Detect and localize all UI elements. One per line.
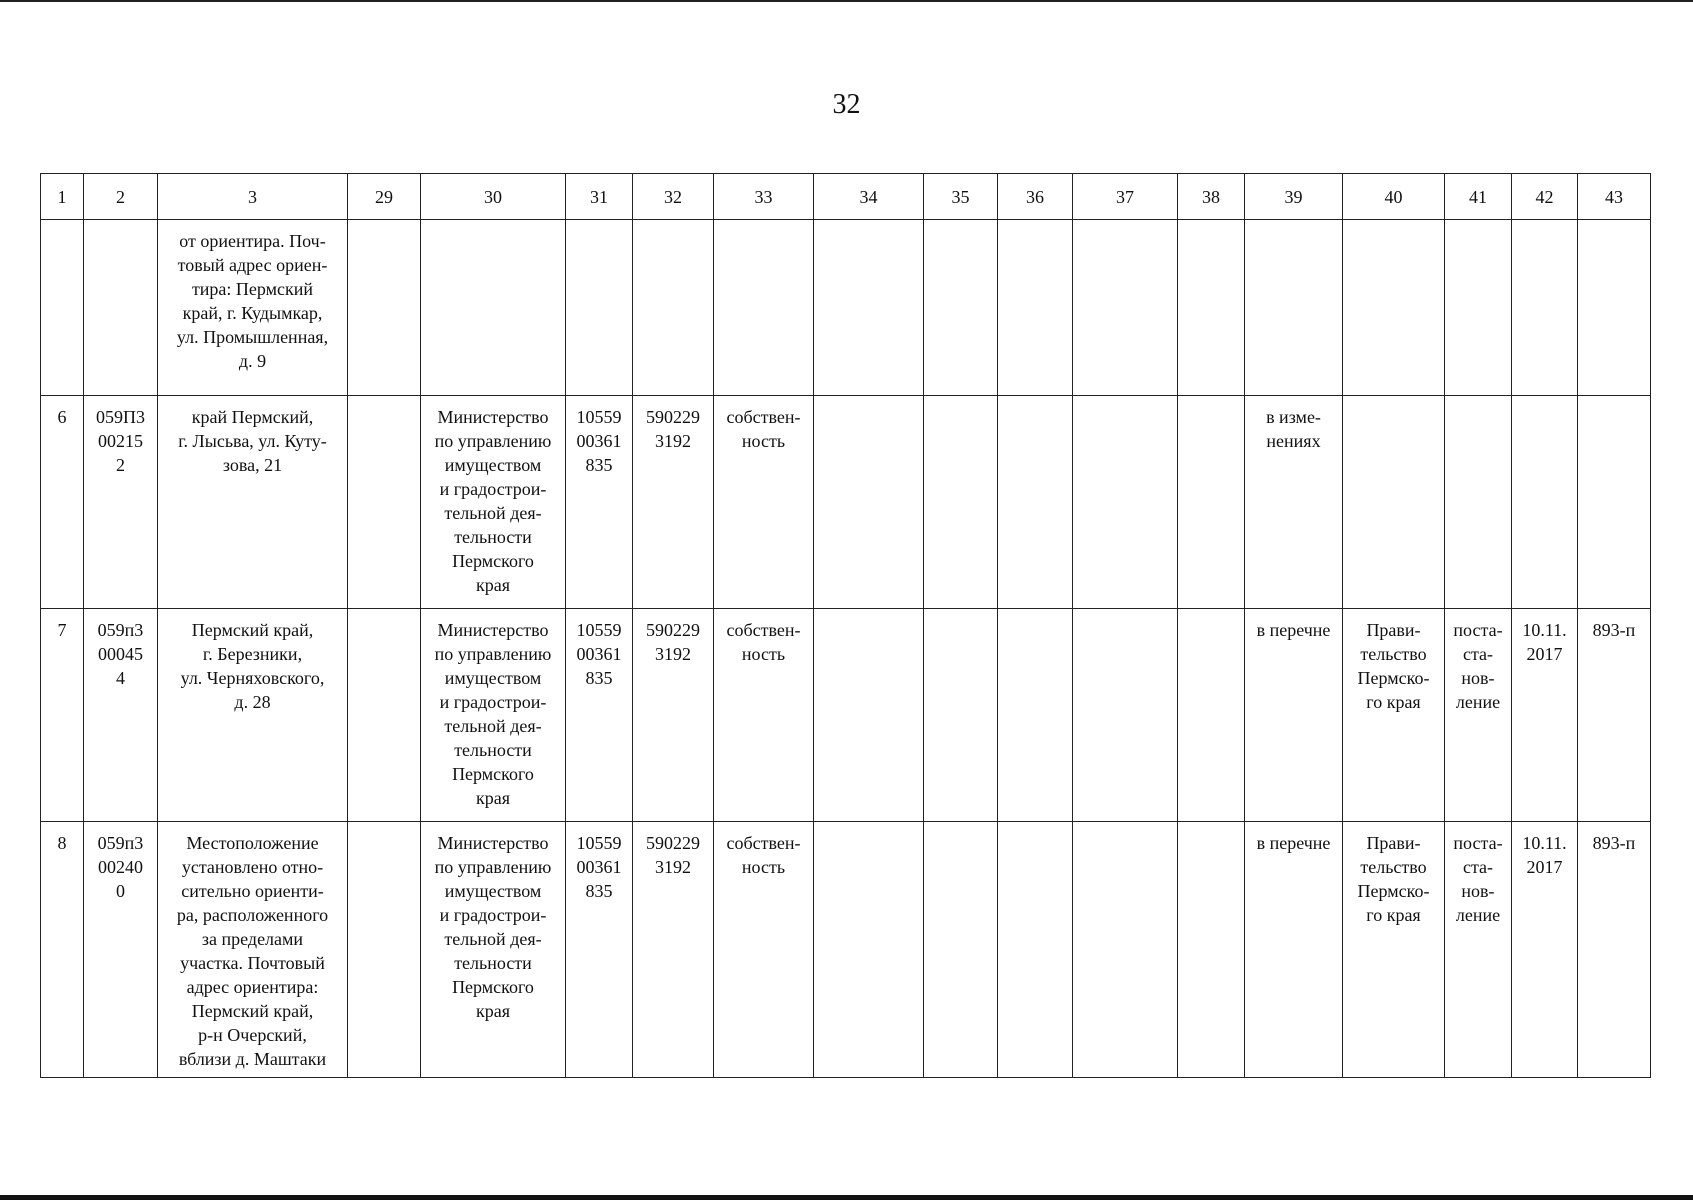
col-header: 2: [84, 174, 158, 220]
cell-col-36: [998, 609, 1073, 822]
cell-ogrn: [566, 822, 633, 1078]
cell-address: [158, 220, 348, 396]
cell-line: тельство: [1360, 857, 1427, 877]
cell-line: имуществом: [444, 668, 542, 688]
cell-line: го края: [1366, 692, 1421, 712]
cell-line: 2: [116, 455, 125, 475]
cell-col-38: [1178, 396, 1245, 609]
col-header: 41: [1445, 174, 1512, 220]
cell-list-status: [1245, 396, 1343, 609]
cell-line: тельной дея-: [444, 716, 542, 736]
cell-act-date: [1512, 609, 1578, 822]
cell-line: 835: [585, 455, 613, 475]
cell-act-type: [1445, 822, 1512, 1078]
cell-line: 893-п: [1592, 833, 1636, 853]
col-header: 33: [714, 174, 814, 220]
page-bottom-edge: [0, 1195, 1693, 1200]
cell-line: и градострои-: [439, 905, 547, 925]
cell-col-37: [1073, 609, 1178, 822]
cell-line: 2017: [1526, 644, 1563, 664]
cell-line: Пермского: [452, 551, 534, 571]
cell-line: 8: [57, 833, 67, 853]
cell-col-29: [348, 822, 421, 1078]
cell-act-type: [1445, 220, 1512, 396]
cell-line: Прави-: [1366, 833, 1421, 853]
cell-line: вблизи д. Маштаки: [178, 1049, 327, 1069]
cell-list-status: [1245, 822, 1343, 1078]
cell-line: Пермский край,: [191, 620, 314, 640]
cell-ogrn: [566, 396, 633, 609]
cell-line: 059П3: [96, 407, 145, 427]
cell-line: поста-: [1453, 833, 1503, 853]
cell-line: ление: [1455, 905, 1501, 925]
cell-line: 00361: [576, 857, 622, 877]
cell-col-36: [998, 220, 1073, 396]
cell-inn: [633, 822, 714, 1078]
cell-line: 3192: [655, 431, 691, 451]
cell-line: нов-: [1461, 668, 1495, 688]
cell-act-date: [1512, 822, 1578, 1078]
cell-col-38: [1178, 609, 1245, 822]
cell-address: [158, 609, 348, 822]
col-header: 36: [998, 174, 1073, 220]
page-top-edge: [0, 0, 1693, 2]
cell-line: тельности: [454, 953, 532, 973]
cell-line: 10.11.: [1522, 620, 1567, 640]
cell-line: нениях: [1266, 431, 1321, 451]
col-header: 34: [814, 174, 924, 220]
table-row: [41, 822, 1651, 1078]
cell-act-number: [1578, 396, 1651, 609]
cell-line: 10559: [576, 833, 622, 853]
col-header: 38: [1178, 174, 1245, 220]
cell-line: ул. Промышленная,: [176, 327, 329, 347]
cell-line: д. 28: [234, 692, 271, 712]
cell-line: 6: [57, 407, 67, 427]
cell-line: го края: [1366, 905, 1421, 925]
cell-line: 00361: [576, 431, 622, 451]
cell-list-status: [1245, 609, 1343, 822]
cell-line: нов-: [1461, 881, 1495, 901]
cell-line: 590229: [646, 833, 700, 853]
cell-line: по управлению: [434, 857, 552, 877]
cell-col-34: [814, 396, 924, 609]
cell-line: имуществом: [444, 455, 542, 475]
cell-line: за пределами: [201, 929, 304, 949]
cell-line: адрес ориентира:: [186, 977, 319, 997]
cell-line: 059п3: [97, 833, 144, 853]
cell-line: зова, 21: [222, 455, 283, 475]
cell-line: край, г. Кудымкар,: [182, 303, 323, 323]
cell-row-number: [41, 220, 84, 396]
cell-line: по управлению: [434, 431, 552, 451]
cell-line: товый адрес ориен-: [177, 255, 328, 275]
cell-line: 590229: [646, 620, 700, 640]
cell-line: 835: [585, 881, 613, 901]
cell-line: край Пермский,: [191, 407, 314, 427]
cell-address: [158, 822, 348, 1078]
cell-col-34: [814, 220, 924, 396]
cell-line: Пермско-: [1357, 668, 1430, 688]
cell-line: 3192: [655, 644, 691, 664]
cell-line: Прави-: [1366, 620, 1421, 640]
col-header: 29: [348, 174, 421, 220]
cell-line: р-н Очерский,: [198, 1025, 307, 1045]
cell-line: ность: [741, 644, 786, 664]
cell-cadastral-number: [84, 609, 158, 822]
cell-line: имуществом: [444, 881, 542, 901]
cell-inn: [633, 609, 714, 822]
cell-line: тельство: [1360, 644, 1427, 664]
cell-line: д. 9: [238, 351, 267, 371]
col-header: 42: [1512, 174, 1578, 220]
col-header: 35: [924, 174, 998, 220]
cell-line: края: [475, 788, 510, 808]
cell-row-number: [41, 822, 84, 1078]
cell-line: ста-: [1462, 857, 1494, 877]
col-header: 3: [158, 174, 348, 220]
cell-act-number: [1578, 609, 1651, 822]
cell-col-36: [998, 822, 1073, 1078]
cell-act-date: [1512, 396, 1578, 609]
cell-owner-organization: [421, 822, 566, 1078]
cell-line: сительно ориенти-: [181, 881, 324, 901]
cell-line: в перечне: [1256, 620, 1331, 640]
col-header: 31: [566, 174, 633, 220]
cell-line: Министерство: [437, 833, 549, 853]
cell-col-35: [924, 220, 998, 396]
cell-line: по управлению: [434, 644, 552, 664]
cell-line: ул. Черняховского,: [180, 668, 325, 688]
col-header: 1: [41, 174, 84, 220]
cell-line: 7: [57, 620, 67, 640]
cell-line: тира: Пермский: [191, 279, 314, 299]
cell-line: 00045: [98, 644, 143, 664]
cell-authority: [1343, 396, 1445, 609]
table-row: [41, 609, 1651, 822]
cell-line: 00361: [576, 644, 622, 664]
cell-act-type: [1445, 609, 1512, 822]
cell-line: 590229: [646, 407, 700, 427]
cell-line: тельности: [454, 740, 532, 760]
cell-act-date: [1512, 220, 1578, 396]
cell-line: ность: [741, 431, 786, 451]
col-header: 40: [1343, 174, 1445, 220]
cell-line: 0: [116, 881, 125, 901]
cell-line: Пермско-: [1357, 881, 1430, 901]
cell-line: Министерство: [437, 407, 549, 427]
cell-ownership: [714, 220, 814, 396]
cell-line: Пермского: [452, 764, 534, 784]
cell-line: тельной дея-: [444, 503, 542, 523]
table-row: [41, 396, 1651, 609]
table-row: [41, 220, 1651, 396]
cell-line: Министерство: [437, 620, 549, 640]
cell-act-number: [1578, 220, 1651, 396]
cell-line: Пермский край,: [191, 1001, 314, 1021]
cell-line: г. Лысьва, ул. Куту-: [178, 431, 327, 451]
col-header: 37: [1073, 174, 1178, 220]
cell-line: тельности: [454, 527, 532, 547]
cell-line: ста-: [1462, 644, 1494, 664]
cell-line: края: [475, 575, 510, 595]
cell-col-36: [998, 396, 1073, 609]
col-header: 43: [1578, 174, 1651, 220]
cell-line: 059п3: [97, 620, 144, 640]
col-header: 30: [421, 174, 566, 220]
cell-line: 10.11.: [1522, 833, 1567, 853]
cell-inn: [633, 220, 714, 396]
cell-line: 893-п: [1592, 620, 1636, 640]
cell-act-type: [1445, 396, 1512, 609]
cell-ownership: [714, 609, 814, 822]
cell-col-29: [348, 396, 421, 609]
col-header: 32: [633, 174, 714, 220]
cell-line: в перечне: [1256, 833, 1331, 853]
cell-line: Пермского: [452, 977, 534, 997]
cell-owner-organization: [421, 220, 566, 396]
cell-line: установлено отно-: [181, 857, 324, 877]
cell-cadastral-number: [84, 396, 158, 609]
cell-line: 00240: [98, 857, 143, 877]
property-register-table: [40, 173, 1651, 1078]
cell-line: ление: [1455, 692, 1501, 712]
cell-line: 10559: [576, 407, 622, 427]
cell-col-34: [814, 822, 924, 1078]
cell-col-35: [924, 396, 998, 609]
cell-line: ность: [741, 857, 786, 877]
cell-line: Местоположение: [186, 833, 319, 853]
cell-col-34: [814, 609, 924, 822]
cell-line: 835: [585, 668, 613, 688]
cell-line: края: [475, 1001, 510, 1021]
cell-inn: [633, 396, 714, 609]
cell-col-29: [348, 220, 421, 396]
cell-col-29: [348, 609, 421, 822]
cell-authority: [1343, 822, 1445, 1078]
cell-line: от ориентира. Поч-: [179, 231, 326, 251]
cell-col-35: [924, 822, 998, 1078]
cell-col-37: [1073, 822, 1178, 1078]
cell-authority: [1343, 220, 1445, 396]
cell-list-status: [1245, 220, 1343, 396]
cell-col-37: [1073, 396, 1178, 609]
cell-ogrn: [566, 220, 633, 396]
cell-line: 3192: [655, 857, 691, 877]
cell-line: г. Березники,: [202, 644, 303, 664]
cell-row-number: [41, 609, 84, 822]
header-row: [41, 174, 1651, 220]
cell-ownership: [714, 822, 814, 1078]
cell-line: участка. Почтовый: [180, 953, 325, 973]
cell-ownership: [714, 396, 814, 609]
cell-col-38: [1178, 220, 1245, 396]
cell-col-35: [924, 609, 998, 822]
cell-line: тельной дея-: [444, 929, 542, 949]
cell-act-number: [1578, 822, 1651, 1078]
cell-line: 2017: [1526, 857, 1563, 877]
cell-authority: [1343, 609, 1445, 822]
cell-address: [158, 396, 348, 609]
cell-cadastral-number: [84, 220, 158, 396]
cell-owner-organization: [421, 396, 566, 609]
cell-cadastral-number: [84, 822, 158, 1078]
page-number: 32: [832, 89, 861, 120]
cell-line: ра, расположенного: [176, 905, 329, 925]
cell-line: 4: [116, 668, 125, 688]
cell-line: 00215: [98, 431, 143, 451]
cell-col-38: [1178, 822, 1245, 1078]
cell-col-37: [1073, 220, 1178, 396]
cell-line: 10559: [576, 620, 622, 640]
cell-line: собствен-: [726, 407, 801, 427]
cell-owner-organization: [421, 609, 566, 822]
cell-row-number: [41, 396, 84, 609]
cell-line: и градострои-: [439, 692, 547, 712]
col-header: 39: [1245, 174, 1343, 220]
cell-line: в изме-: [1266, 407, 1321, 427]
cell-line: собствен-: [726, 620, 801, 640]
cell-line: собствен-: [726, 833, 801, 853]
cell-line: и градострои-: [439, 479, 547, 499]
cell-ogrn: [566, 609, 633, 822]
cell-line: поста-: [1453, 620, 1503, 640]
